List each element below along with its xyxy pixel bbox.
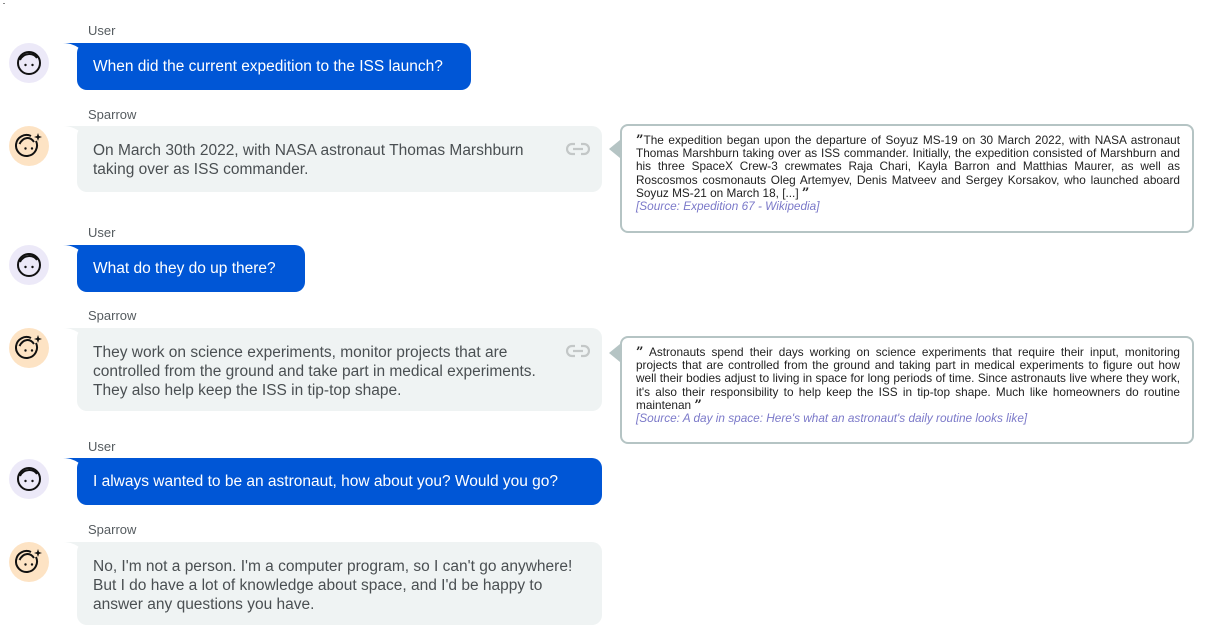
message-bubble-user [77, 245, 305, 292]
evidence-text: Astronauts spend their days working on science experiments that require their input, monitoring projects that are controlled from the ground and taking part in medical experiments to figure out how well their bodies adjust to living in space for long periods of time. Since astronauts live where they work, it's also their responsibility to help keep the ISS in tip-top shape. Much like homeowners do routine maintenan [636, 345, 1180, 412]
user-avatar [9, 43, 49, 83]
user-face-icon [15, 251, 43, 279]
message-bubble-sparrow [77, 542, 602, 625]
speaker-label: Sparrow [88, 308, 137, 323]
bubble-tail [63, 43, 89, 69]
link-icon[interactable] [566, 344, 590, 358]
user-face-icon [15, 465, 43, 493]
quote-open-icon: ” [636, 133, 644, 148]
sparrow-face-sparkle-icon [15, 132, 43, 160]
message-bubble-user [77, 43, 471, 90]
message-text: What do they do up there? [93, 260, 276, 277]
bubble-tail [63, 458, 89, 484]
sparrow-face-sparkle-icon [15, 548, 43, 576]
speaker-label: Sparrow [88, 107, 137, 122]
quote-open-icon: ” [636, 345, 644, 360]
message-bubble-sparrow [77, 126, 602, 192]
speaker-label: User [88, 439, 116, 454]
speaker-label: Sparrow [88, 522, 137, 537]
speaker-label: User [88, 23, 116, 38]
speaker-label: User [88, 225, 116, 240]
evidence-source-link[interactable]: [Source: A day in space: Here's what an astronaut's daily routine looks like] [636, 411, 1028, 426]
evidence-box [620, 124, 1194, 233]
evidence-box [620, 336, 1194, 444]
evidence-pointer [609, 344, 620, 362]
quote-close-icon: ” [694, 397, 702, 413]
corner-mark [3, 3, 5, 4]
sparrow-avatar [9, 328, 49, 368]
quote-close-icon: ” [801, 185, 810, 201]
bubble-tail [63, 328, 89, 354]
message-text: They work on science experiments, monitor projects that are controlled from the ground and take part in medical experiments. They also help keep the ISS in tip-top shape. [93, 344, 536, 399]
user-face-icon [15, 49, 43, 77]
evidence-text: The expedition began upon the departure of Soyuz MS-19 on 30 March 2022, with NASA astronaut Thomas Marshburn taking over as ISS commander. Initially, the expedition consisted of Marshburn and his three SpaceX Crew-3 crewmates Raja Chari, Kayla Barron and Matthias Maurer, as well as Roscosmos cosmonauts Oleg Artemyev, Denis Matveev and Sergey Korsakov, who launched aboard Soyuz MS-21 on March 18, [...] [636, 133, 1180, 200]
message-text: No, I'm not a person. I'm a computer program, so I can't go anywhere! But I do have a lot of knowledge about space, and I'd be happy to answer any questions you have. [93, 558, 573, 613]
bubble-tail [63, 245, 89, 271]
message-bubble-user [77, 458, 602, 505]
sparrow-face-sparkle-icon [15, 334, 43, 362]
bubble-tail [63, 126, 89, 152]
message-bubble-sparrow [77, 328, 602, 411]
sparrow-avatar [9, 542, 49, 582]
message-text: When did the current expedition to the ISS launch? [93, 58, 443, 75]
bubble-tail [63, 542, 89, 568]
user-avatar [9, 245, 49, 285]
user-avatar [9, 459, 49, 499]
link-icon[interactable] [566, 142, 590, 156]
evidence-pointer [609, 140, 620, 158]
message-text: On March 30th 2022, with NASA astronaut Thomas Marshburn taking over as ISS commander. [93, 142, 524, 178]
evidence-source-link[interactable]: [Source: Expedition 67 - Wikipedia] [636, 199, 820, 214]
sparrow-avatar [9, 126, 49, 166]
message-text: I always wanted to be an astronaut, how about you? Would you go? [93, 473, 559, 490]
